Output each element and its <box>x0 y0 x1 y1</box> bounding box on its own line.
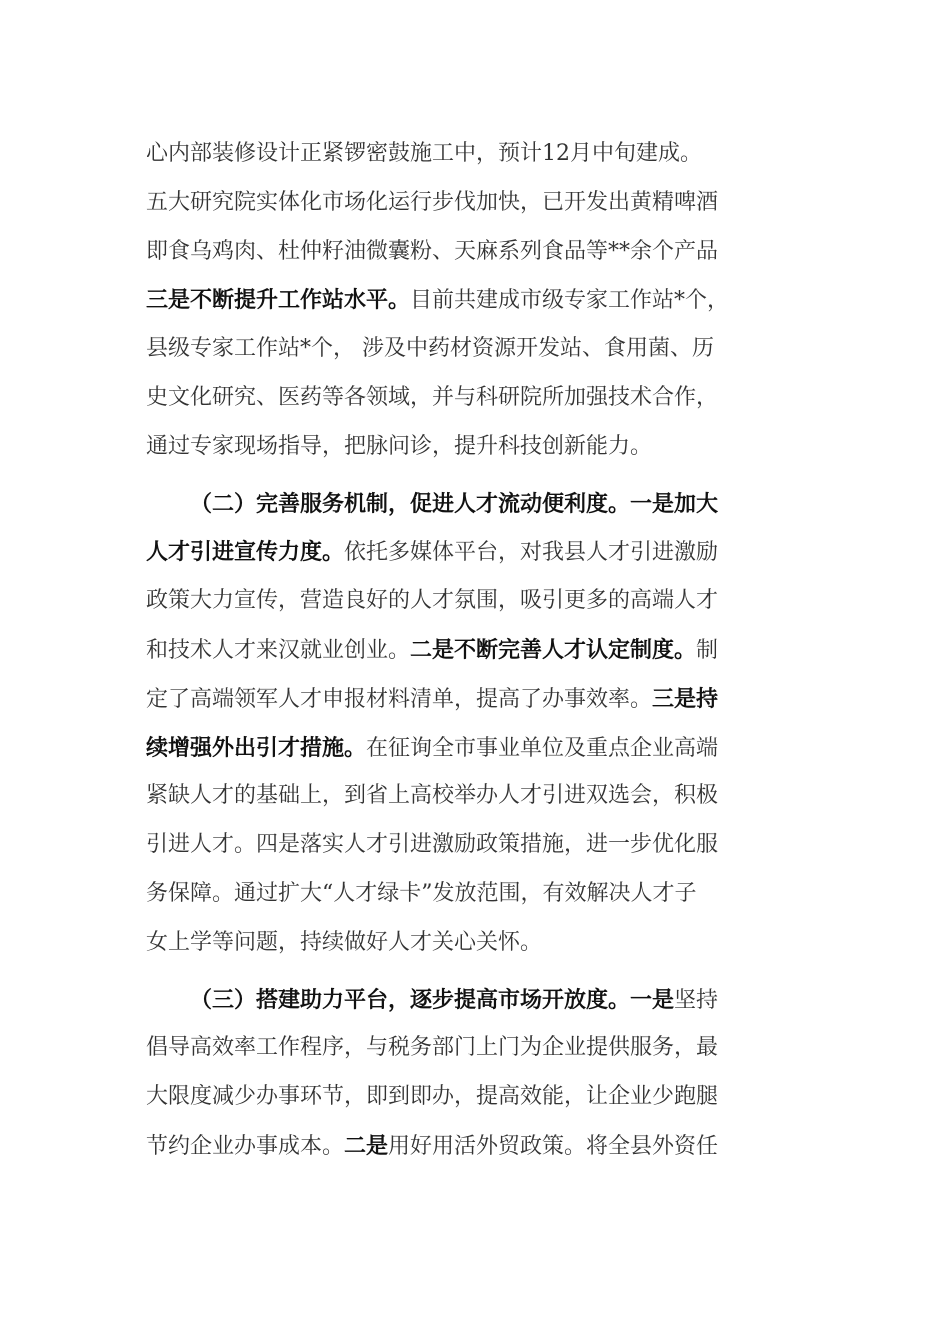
paragraph-gap <box>146 472 808 480</box>
text-run: 紧缺人才的基础上，到省上高校举办人才引进双选会，积极 <box>146 783 719 809</box>
text-run: 引进人才。四是落实人才引进激励政策措施，进一步优化服 <box>146 832 719 858</box>
text-line <box>146 179 808 228</box>
bold-text-run: 一是 <box>630 986 675 1013</box>
text-line <box>146 1122 808 1171</box>
text-run: 倡导高效率工作程序，与税务部门上门为企业提供服务，最 <box>146 1035 719 1061</box>
text-run: 在征询全市事业单位及重点企业高端 <box>366 735 719 761</box>
text-run: 女上学等问题，持续做好人才关心关怀。 <box>146 929 543 955</box>
text-line <box>146 577 808 626</box>
text-run: 务保障。通过扩大“人才绿卡”发放范围，有效解决人才子 <box>146 880 697 906</box>
text-run: 定了高端领军人才申报材料清单，提高了办事效率。 <box>146 686 653 712</box>
text-line <box>146 480 808 529</box>
text-run: 依托多媒体平台，对我县人才引进激励 <box>344 540 719 566</box>
document-body <box>146 130 808 1171</box>
bold-text-run: （二）完善服务机制，促进人才流动便利度。 <box>190 490 631 517</box>
text-line <box>146 870 808 919</box>
text-line <box>146 626 808 675</box>
bold-text-run: 二是 <box>344 1132 389 1159</box>
text-run: 县级专家工作站*个， 涉及中药材资源开发站、食用菌、历 <box>146 336 714 362</box>
text-line <box>146 821 808 870</box>
bold-text-run: 人才引进宣传力度。 <box>146 539 345 566</box>
text-run: 坚持 <box>674 987 719 1013</box>
text-line <box>146 919 808 968</box>
text-run: 和技术人才来汉就业创业。 <box>146 637 411 663</box>
text-run: 用好用活外贸政策。将全县外资任 <box>388 1133 719 1159</box>
text-line <box>146 724 808 773</box>
bold-text-run: 二是不断完善人才认定制度。 <box>410 636 697 663</box>
text-run: 节约企业办事成本。 <box>146 1133 345 1159</box>
text-line <box>146 228 808 277</box>
text-run: 五大研究院实体化市场化运行步伐加快，已开发出黄精啤酒 <box>146 189 719 215</box>
text-line <box>146 374 808 423</box>
text-run: 制 <box>696 637 719 663</box>
bold-text-run: 三是持 <box>652 685 719 712</box>
text-run: 目前共建成市级专家工作站*个， <box>410 288 730 314</box>
text-run: 史文化研究、医药等各领域，并与科研院所加强技术合作， <box>146 384 719 410</box>
paragraph-gap <box>146 968 808 976</box>
text-line <box>146 1024 808 1073</box>
text-run: 政策大力宣传，营造良好的人才氛围，吸引更多的高端人才 <box>146 588 719 614</box>
bold-text-run: 三是不断提升工作站水平。 <box>146 287 411 314</box>
text-run: 即食乌鸡肉、杜仲籽油微囊粉、天麻系列食品等**余个产品 <box>146 238 719 264</box>
text-line <box>146 276 808 325</box>
text-line <box>146 325 808 374</box>
bold-text-run: 一是加大 <box>630 490 719 517</box>
bold-text-run: （三）搭建助力平台，逐步提高市场开放度。 <box>190 986 631 1013</box>
text-line <box>146 772 808 821</box>
text-line <box>146 976 808 1025</box>
text-line <box>146 675 808 724</box>
text-line <box>146 528 808 577</box>
text-line <box>146 423 808 472</box>
bold-text-run: 续增强外出引才措施。 <box>146 734 367 761</box>
text-run: 大限度减少办事环节，即到即办，提高效能，让企业少跑腿 <box>146 1084 719 1110</box>
text-line <box>146 1073 808 1122</box>
text-line <box>146 130 808 179</box>
text-run: 心内部装修设计正紧锣密鼓施工中，预计12月中旬建成。 <box>146 141 702 166</box>
text-run: 通过专家现场指导，把脉问诊，提升科技创新能力。 <box>146 433 653 459</box>
